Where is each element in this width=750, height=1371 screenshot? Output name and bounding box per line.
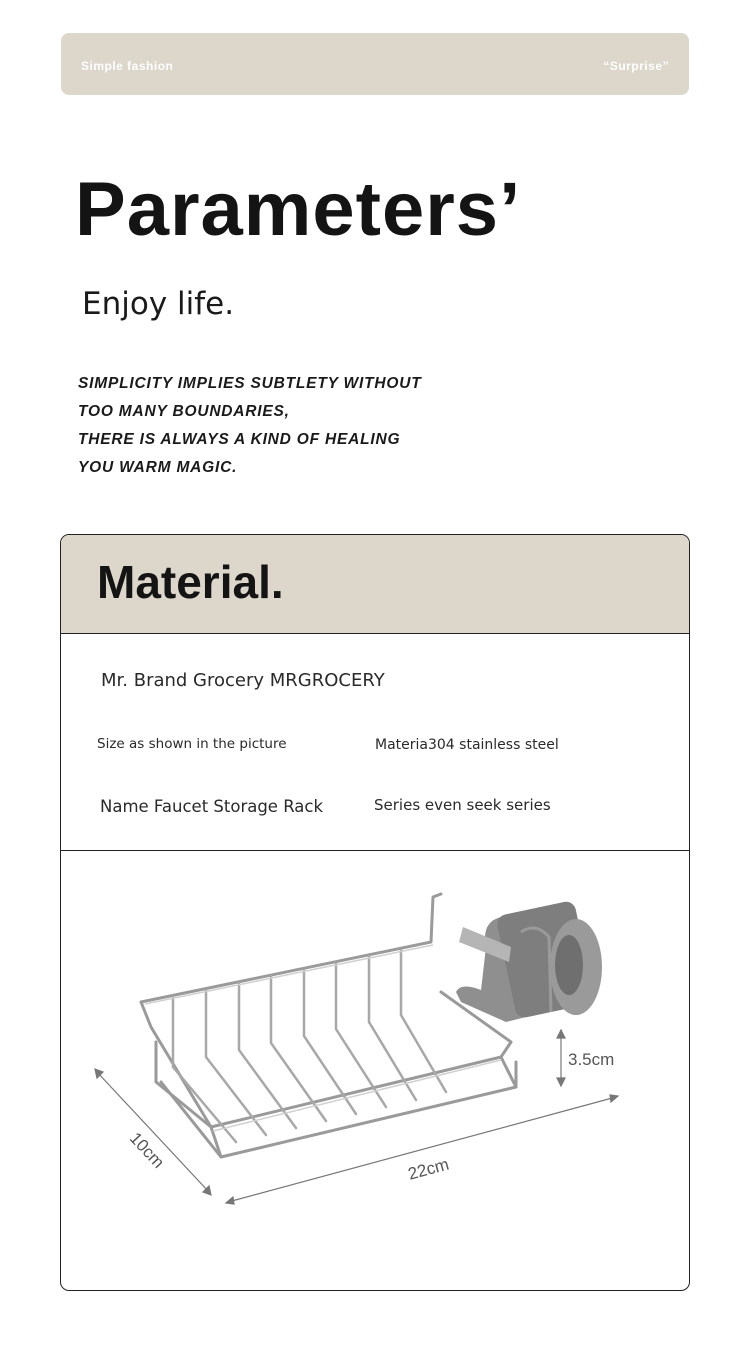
faucet-storage-rack-illustration <box>61 852 689 1290</box>
depth-dimension-label: 10cm <box>125 1128 169 1172</box>
page-title: Parameters’ <box>75 167 522 252</box>
header-banner <box>61 33 689 95</box>
height-dimension-label: 3.5cm <box>568 1050 615 1069</box>
quote-block <box>78 370 421 482</box>
material-text: Materia304 stainless steel <box>375 737 559 753</box>
quote-line: YOU WARM MAGIC. <box>78 459 238 476</box>
quote-line: THERE IS ALWAYS A KIND OF HEALING <box>78 431 401 448</box>
size-text: Size as shown in the picture <box>97 736 287 752</box>
name-text: Name Faucet Storage Rack <box>100 797 324 816</box>
quote-line: TOO MANY BOUNDARIES, <box>78 403 290 420</box>
product-illustration <box>61 852 689 1290</box>
header-right-text: “Surprise” <box>603 59 669 73</box>
header-left-text: Simple fashion <box>81 59 174 73</box>
faucet-clip-icon <box>456 900 602 1022</box>
material-card-header <box>61 535 689 634</box>
material-heading: Material. <box>97 556 284 608</box>
material-info <box>61 634 689 851</box>
width-dimension-label: 22cm <box>405 1154 452 1184</box>
quote-line: SIMPLICITY IMPLIES SUBTLETY WITHOUT <box>78 375 422 392</box>
brand-text: Mr. Brand Grocery MRGROCERY <box>101 670 385 691</box>
material-card <box>60 534 690 1291</box>
series-text: Series even seek series <box>374 796 551 814</box>
page-subtitle: Enjoy life. <box>82 286 235 322</box>
